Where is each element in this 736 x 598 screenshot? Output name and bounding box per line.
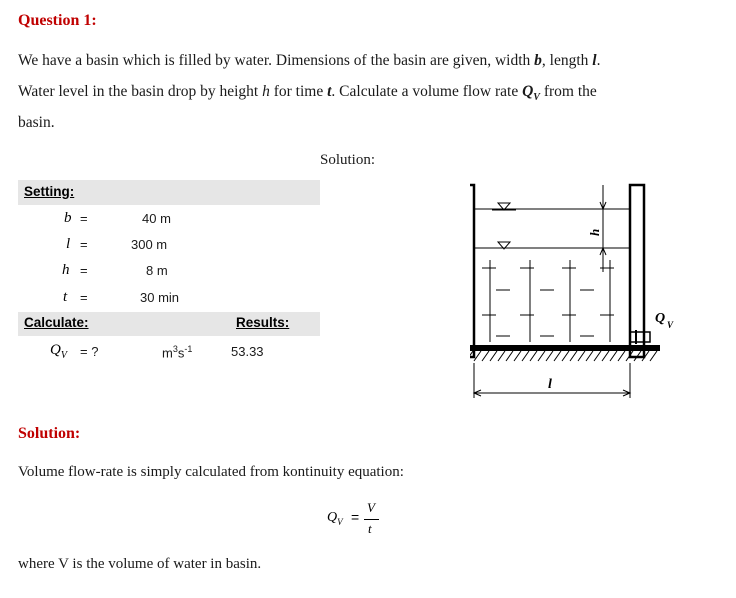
text-segment: , length <box>541 52 593 69</box>
setting-eq: = <box>80 211 88 226</box>
solution-label: Solution: <box>320 152 376 168</box>
setting-value-b: 40 m <box>142 211 171 226</box>
var-q-sub: V <box>533 92 540 104</box>
formula-denominator: t <box>368 521 372 536</box>
setting-eq: = <box>80 263 88 278</box>
setting-value-l: 300 m <box>131 237 168 252</box>
fraction-bar <box>364 519 379 520</box>
text-segment: for time <box>269 83 328 100</box>
setting-var-b: b <box>64 210 72 226</box>
calc-var-q <box>50 342 67 361</box>
var-h: h <box>262 83 270 100</box>
text-segment: . Calculate a volume flow rate <box>331 83 523 100</box>
solution-where: where V is the volume of water in basin. <box>18 556 262 572</box>
calc-var-q-letter: Q <box>50 342 61 358</box>
calc-result: 53.33 <box>231 344 264 359</box>
formula-numerator: V <box>367 500 375 515</box>
setting-eq: = <box>80 290 88 305</box>
text-segment: from the <box>539 83 597 100</box>
formula-eq: = <box>351 509 360 525</box>
basin-left-wall <box>470 185 474 357</box>
question-title: Question 1: <box>18 12 97 29</box>
formula-lhs-sub: V <box>337 516 343 527</box>
outlet-pipe <box>630 332 650 342</box>
solution-title: Solution: <box>18 425 81 442</box>
calc-unit <box>162 344 192 360</box>
setting-value-t: 30 min <box>140 290 180 305</box>
setting-var-l: l <box>66 236 71 252</box>
calc-var-q-sub: V <box>60 350 67 361</box>
unit-m: m <box>162 345 173 361</box>
water-dashes <box>482 260 614 342</box>
label-h: h <box>587 228 602 236</box>
text-segment: Water level in the basin drop by height <box>18 83 263 100</box>
solution-text: Volume flow-rate is simply calculated from kontinuity equation: <box>18 464 404 480</box>
unit-s: s <box>177 345 185 361</box>
setting-var-t: t <box>63 289 68 305</box>
unit-exp: 3 <box>172 344 178 354</box>
text-segment: . <box>596 52 601 69</box>
setting-header: Setting: <box>24 184 75 199</box>
results-header: Results: <box>236 315 290 330</box>
text-segment: We have a basin which is filled by water. Dimensions of the basin are given, width <box>18 52 535 69</box>
formula-lhs-letter: Q <box>327 510 338 525</box>
setting-value-h: 8 m <box>146 263 168 278</box>
var-q: Q <box>522 83 534 100</box>
var-b: b <box>534 52 542 69</box>
question-line-1 <box>18 52 600 70</box>
calc-eq: = ? <box>80 344 99 359</box>
var-t: t <box>327 83 332 100</box>
label-l: l <box>548 377 552 392</box>
basin-bottom <box>470 345 660 351</box>
unit-exp: -1 <box>184 344 193 354</box>
setting-var-h: h <box>62 262 70 278</box>
formula <box>327 500 387 540</box>
var-l: l <box>592 52 597 69</box>
calculate-header: Calculate: <box>24 315 89 330</box>
label-q-sub: V <box>667 320 674 330</box>
label-q: Q <box>655 311 666 326</box>
question-line-3: basin. <box>18 114 55 131</box>
basin-diagram <box>470 180 690 405</box>
setting-eq: = <box>80 237 88 252</box>
question-line-2 <box>18 83 597 103</box>
formula-lhs <box>327 510 343 527</box>
